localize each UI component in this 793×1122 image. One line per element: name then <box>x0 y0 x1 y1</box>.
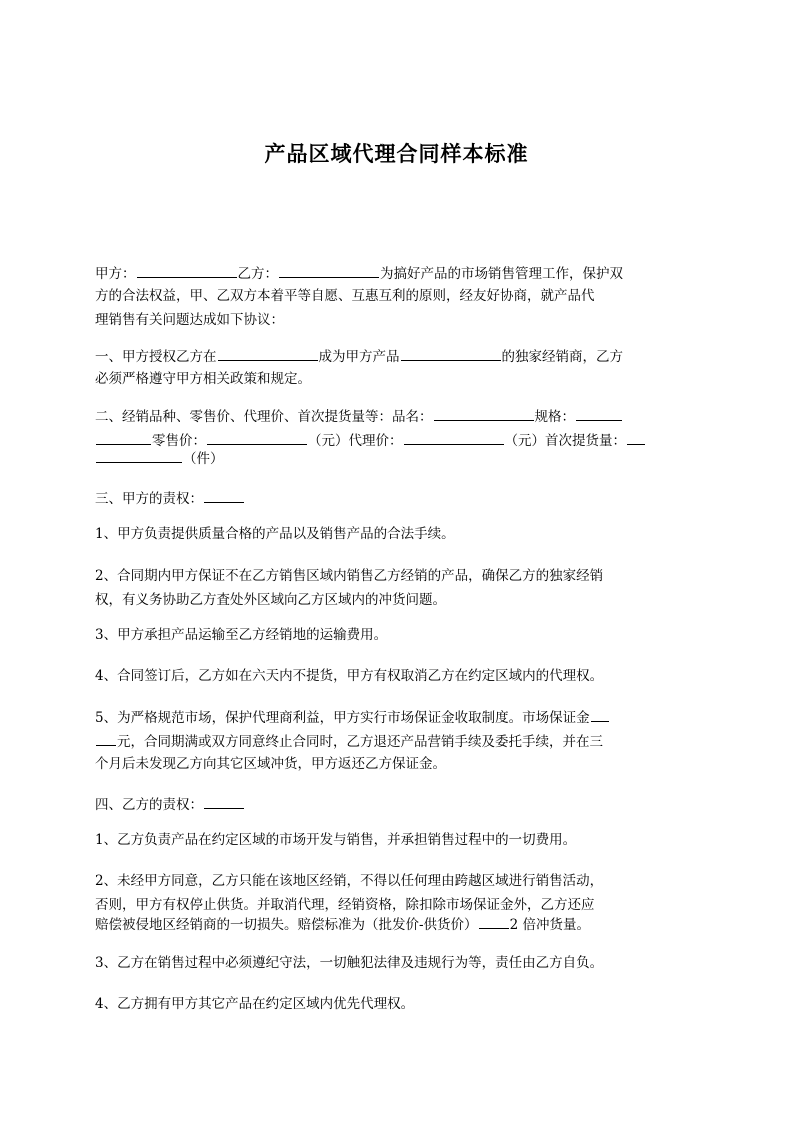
party-b-blank <box>279 263 379 278</box>
s2-text-a: 二、经销品种、零售价、代理价、首次提货量等：品名： <box>95 409 433 425</box>
intro-line-3: 理销售有关问题达成如下协议： <box>95 312 284 328</box>
document-title: 产品区域代理合同样本标准 <box>264 142 529 166</box>
s4-heading-text: 四、乙方的责权： <box>95 797 203 813</box>
s4-item-3: 3、乙方在销售过程中必须遵纪守法，一切触犯法律及违规行为等，责任由乙方自负。 <box>95 955 604 971</box>
agency-price-blank <box>404 430 504 445</box>
s2-text-d: （元）代理价： <box>308 433 403 449</box>
s2-line-2 <box>95 430 646 450</box>
s4-item-1: 1、乙方负责产品在约定区域的市场开发与销售，并承担销售过程中的一切费用。 <box>95 832 577 848</box>
party-b-label: 乙方： <box>237 266 278 282</box>
s1-line-1 <box>95 346 623 366</box>
s1-line-2: 必须严格遵守甲方相关政策和规定。 <box>95 371 311 387</box>
s3-item-3: 3、甲方承担产品运输至乙方经销地的运输费用。 <box>95 627 388 643</box>
s3-item-5-text: 5、为严格规范市场，保护代理商利益，甲方实行市场保证金收取制度。市场保证金 <box>95 710 590 726</box>
s1-text-a: 一、甲方授权乙方在 <box>95 349 217 365</box>
s3-item-2-line-2: 权，有义务协助乙方査处外区域向乙方区域内的冲货问题。 <box>95 592 446 608</box>
s1-text-b: 成为甲方产品 <box>318 349 400 365</box>
s3-item-5-line-3: 个月后未发现乙方向其它区域冲货，甲方返还乙方保证金。 <box>95 756 446 772</box>
s4-item-4: 4、乙方拥有甲方其它产品在约定区域内优先代理权。 <box>95 996 415 1012</box>
s4-item-2-line-1: 2、未经甲方同意，乙方只能在该地区经销，不得以任何理由跨越区域进行销售活动， <box>95 873 604 889</box>
party-a-blank <box>137 263 237 278</box>
s4-item-2-text-d: 2 倍冲货量。 <box>509 917 590 933</box>
deposit-blank-start <box>591 707 609 722</box>
s4-heading <box>95 794 245 814</box>
party-a-label: 甲方： <box>95 266 136 282</box>
spec-blank-end <box>96 430 151 445</box>
s2-text-b: 规格： <box>534 409 575 425</box>
s2-line-3 <box>95 448 224 468</box>
multiplier-blank <box>479 914 509 929</box>
s3-heading-text: 三、甲方的责权： <box>95 491 203 507</box>
product-blank <box>401 346 501 361</box>
intro-text: 为搞好产品的市场销售管理工作，保护双 <box>380 266 623 282</box>
s3-item-5-line-1 <box>95 707 610 727</box>
s4-item-2-line-2: 否则，甲方有权停止供货。并取消代理，经销资格，除扣除市场保证金外，乙方还应 <box>95 897 595 913</box>
s2-text-e: （元）首次提货量： <box>504 433 626 449</box>
s4-item-2-text: 赔偿被侵地区经销商的一切损失。赔偿标准为（批发价-供货价） <box>95 917 478 933</box>
s3-item-2-line-1: 2、合同期内甲方保证不在乙方销售区域内销售乙方经销的产品，确保乙方的独家经销 <box>95 568 604 584</box>
s1-text-c: 的独家经销商，乙方 <box>501 349 623 365</box>
intro-line-2: 方的合法权益，甲、乙双方本着平等自愿、互惠互利的原则，经友好协商，就产品代 <box>95 288 595 304</box>
s3-item-4: 4、合同签订后，乙方如在六天内不提货，甲方有权取消乙方在约定区域内的代理权。 <box>95 668 604 684</box>
s4-item-2-line-3 <box>95 914 590 934</box>
s2-text-f: （件） <box>183 451 224 467</box>
product-name-blank <box>434 406 534 421</box>
intro-line-1 <box>95 263 623 283</box>
quantity-blank-end <box>96 448 182 463</box>
retail-price-blank <box>207 430 307 445</box>
s3-item-1: 1、甲方负责提供质量合格的产品以及销售产品的合法手续。 <box>95 526 455 542</box>
s3-heading-blank <box>204 488 244 503</box>
quantity-blank-start <box>627 430 645 445</box>
spec-blank-start <box>576 406 622 421</box>
s2-line-1 <box>95 406 623 426</box>
s3-heading <box>95 488 245 508</box>
s3-item-5-line-2 <box>95 731 603 751</box>
deposit-blank-end <box>96 731 116 746</box>
s2-text-c: 零售价： <box>152 433 206 449</box>
s4-heading-blank <box>204 794 244 809</box>
region-blank <box>218 346 318 361</box>
s3-item-5-text-b: 元，合同期满或双方同意终止合同时，乙方退还产品营销手续及委托手续，并在三 <box>117 734 603 750</box>
